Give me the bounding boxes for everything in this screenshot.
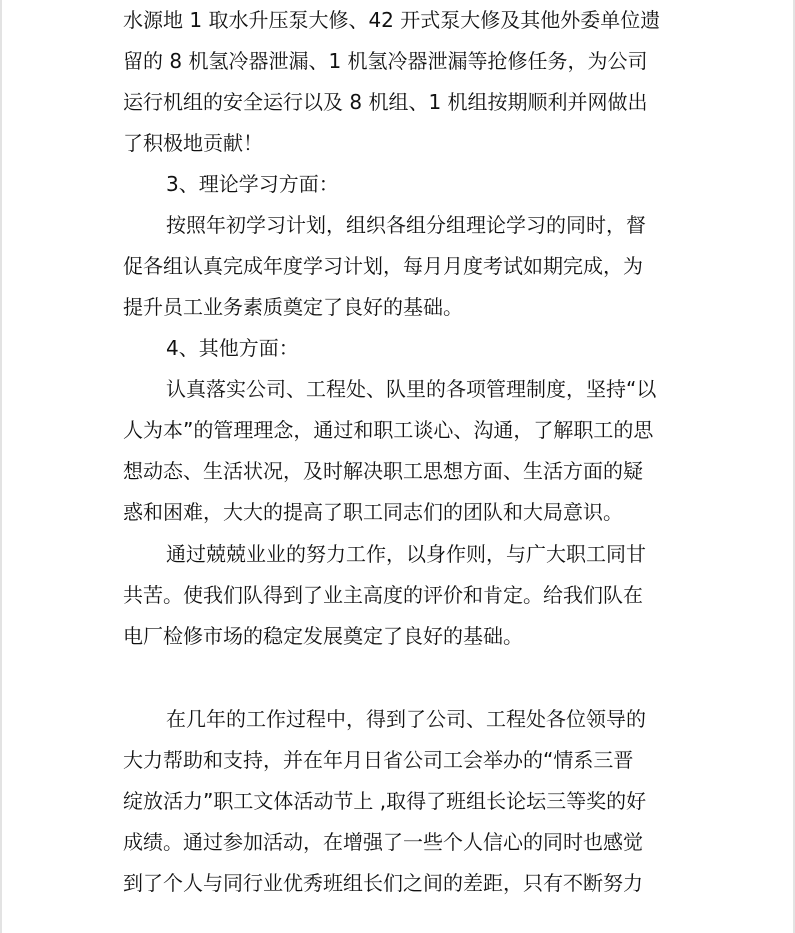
text-line: 留的 8 机氢冷器泄漏、1 机氢冷器泄漏等抢修任务，为公司	[123, 49, 648, 73]
section-heading: 4、其他方面：	[166, 336, 299, 360]
text-line: 运行机组的安全运行以及 8 机组、1 机组按期顺利并网做出	[123, 90, 648, 114]
text-line: 想动态、生活状况，及时解决职工思想方面、生活方面的疑	[123, 459, 643, 483]
text-line: 认真落实公司、工程处、队里的各项管理制度，坚持“以	[166, 377, 657, 401]
section-heading: 3、理论学习方面：	[166, 172, 339, 196]
page-left-edge	[0, 0, 2, 933]
text-line: 水源地 1 取水升压泵大修、42 开式泵大修及其他外委单位遗	[123, 8, 661, 32]
text-line: 大力帮助和支持，并在年月日省公司工会举办的“情系三晋	[123, 748, 634, 772]
text-line: 按照年初学习计划，组织各组分组理论学习的同时，督	[166, 213, 646, 237]
text-line: 到了个人与同行业优秀班组长们之间的差距，只有不断努力	[123, 871, 643, 895]
text-line: 促各组认真完成年度学习计划，每月月度考试如期完成，为	[123, 254, 643, 278]
text-line: 在几年的工作过程中，得到了公司、工程处各位领导的	[166, 707, 646, 731]
text-line: 了积极地贡献！	[123, 131, 263, 155]
text-line: 共苦。使我们队得到了业主高度的评价和肯定。给我们队在	[123, 583, 643, 607]
text-line: 人为本”的管理理念，通过和职工谈心、沟通，了解职工的思	[123, 418, 654, 442]
text-line: 惑和困难，大大的提高了职工同志们的团队和大局意识。	[123, 500, 623, 524]
text-line: 绽放活力”职工文体活动节上 ,取得了班组长论坛三等奖的好	[123, 789, 647, 813]
text-line: 提升员工业务素质奠定了良好的基础。	[123, 295, 463, 319]
text-line: 成绩。通过参加活动，在增强了一些个人信心的同时也感觉	[123, 830, 643, 854]
text-line: 通过兢兢业业的努力工作，以身作则，与广大职工同甘	[166, 542, 646, 566]
text-line: 电厂检修市场的稳定发展奠定了良好的基础。	[123, 624, 523, 648]
